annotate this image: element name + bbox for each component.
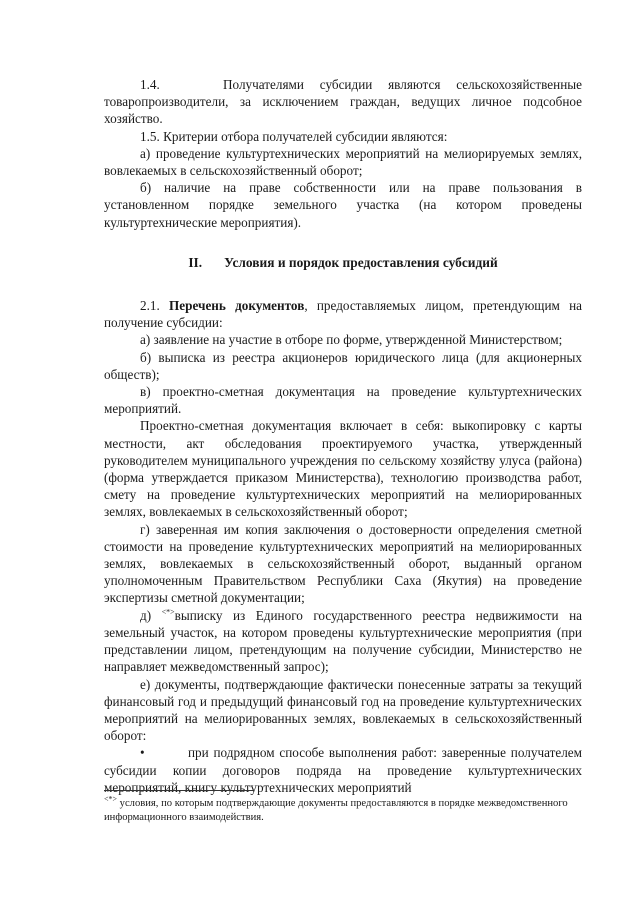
item-d-text: выписку из Единого государственного реестра недвижимости на земельный участок, на котором проведены культуртехнические мероприятия (при представлении лицом, претендующим на получение субсидии, Министерство не направляет межведомственный запрос); <box>104 607 582 675</box>
section-heading <box>104 254 582 271</box>
item-e: е) документы, подтверждающие фактически понесенные затраты за текущий финансовый год и предыдущий финансовый год на проведение культуртехнических мероприятий на мелиорированных землях, вовлекаемых в сельскохозяйственный оборот: <box>104 676 582 744</box>
item-psd: Проектно-сметная документация включает в себя: выкопировку с карты местности, акт обследования проектируемого участка, утвержденный руководителем муниципального учреждения по сельскому хозяйству улуса (района) (форма утверждается приказом Министерства), технологию производства работ, смету на проведение культуртехнических мероприятий на мелиорированных землях, вовлекаемых в сельскохозяйственный оборот; <box>104 418 582 520</box>
paragraph-1-5: 1.5. Критерии отбора получателей субсидии являются: <box>140 128 448 144</box>
paragraph-2-1 <box>104 297 582 331</box>
paragraph-1-4: 1.4. Получателями субсидии являются сельскохозяйственные товаропроизводители, за исключением граждан, ведущих личное подсобное хозяйство. <box>104 77 582 127</box>
section-title: Условия и порядок предоставления субсидий <box>224 254 498 270</box>
item-d-footnote-mark: <*> <box>161 607 175 617</box>
paragraph-2-1-bold: Перечень документов <box>169 298 305 314</box>
paragraph-2-1-prefix: 2.1. <box>140 298 170 314</box>
item-g: г) заверенная им копия заключения о достоверности определения сметной стоимости на проведение культуртехнических мероприятий на мелиорированных землях, вовлекаемых в сельскохозяйственный оборот, выданный органом уполномоченным Правительством Республики Саха (Якутия) на проведение экспертизы сметной документации; <box>104 521 582 606</box>
item-b: б) выписка из реестра акционеров юридического лица (для акционерных обществ); <box>104 349 582 382</box>
section-number: II. <box>188 254 203 270</box>
footnote <box>104 794 582 825</box>
paragraph-1-5-b: б) наличие на праве собственности или на праве пользования в установленном порядке земельного участка (на котором проведены культуртехнические мероприятия). <box>104 180 582 230</box>
item-bullet-text: при подрядном способе выполнения работ: заверенные получателем субсидии копии договоров подряда на проведение культуртехнических мероприятий, книгу культуртехнических мероприятий <box>104 745 582 795</box>
paragraph-2-1-rest: , предоставляемых лицом, претендующим на получение субсидии: <box>104 298 582 331</box>
item-a: а) заявление на участие в отборе по форме, утвержденной Министерством; <box>140 332 563 348</box>
footnote-divider <box>104 790 254 791</box>
item-d <box>104 607 582 676</box>
footnote-mark: <*> <box>104 794 118 804</box>
paragraph-1-5-a: а) проведение культуртехнических мероприятий на мелиорируемых землях, вовлекаемых в сельскохозяйственный оборот; <box>104 145 582 179</box>
bullet-icon: • <box>140 745 145 761</box>
footnote-text: условия, по которым подтверждающие документы предоставляются в порядке межведомственного информационного взаимодействия. <box>104 798 568 823</box>
item-v: в) проектно-сметная документация на проведение культуртехнических мероприятий. <box>104 384 582 417</box>
item-d-prefix: д) <box>140 607 162 623</box>
item-bullet <box>104 744 582 796</box>
